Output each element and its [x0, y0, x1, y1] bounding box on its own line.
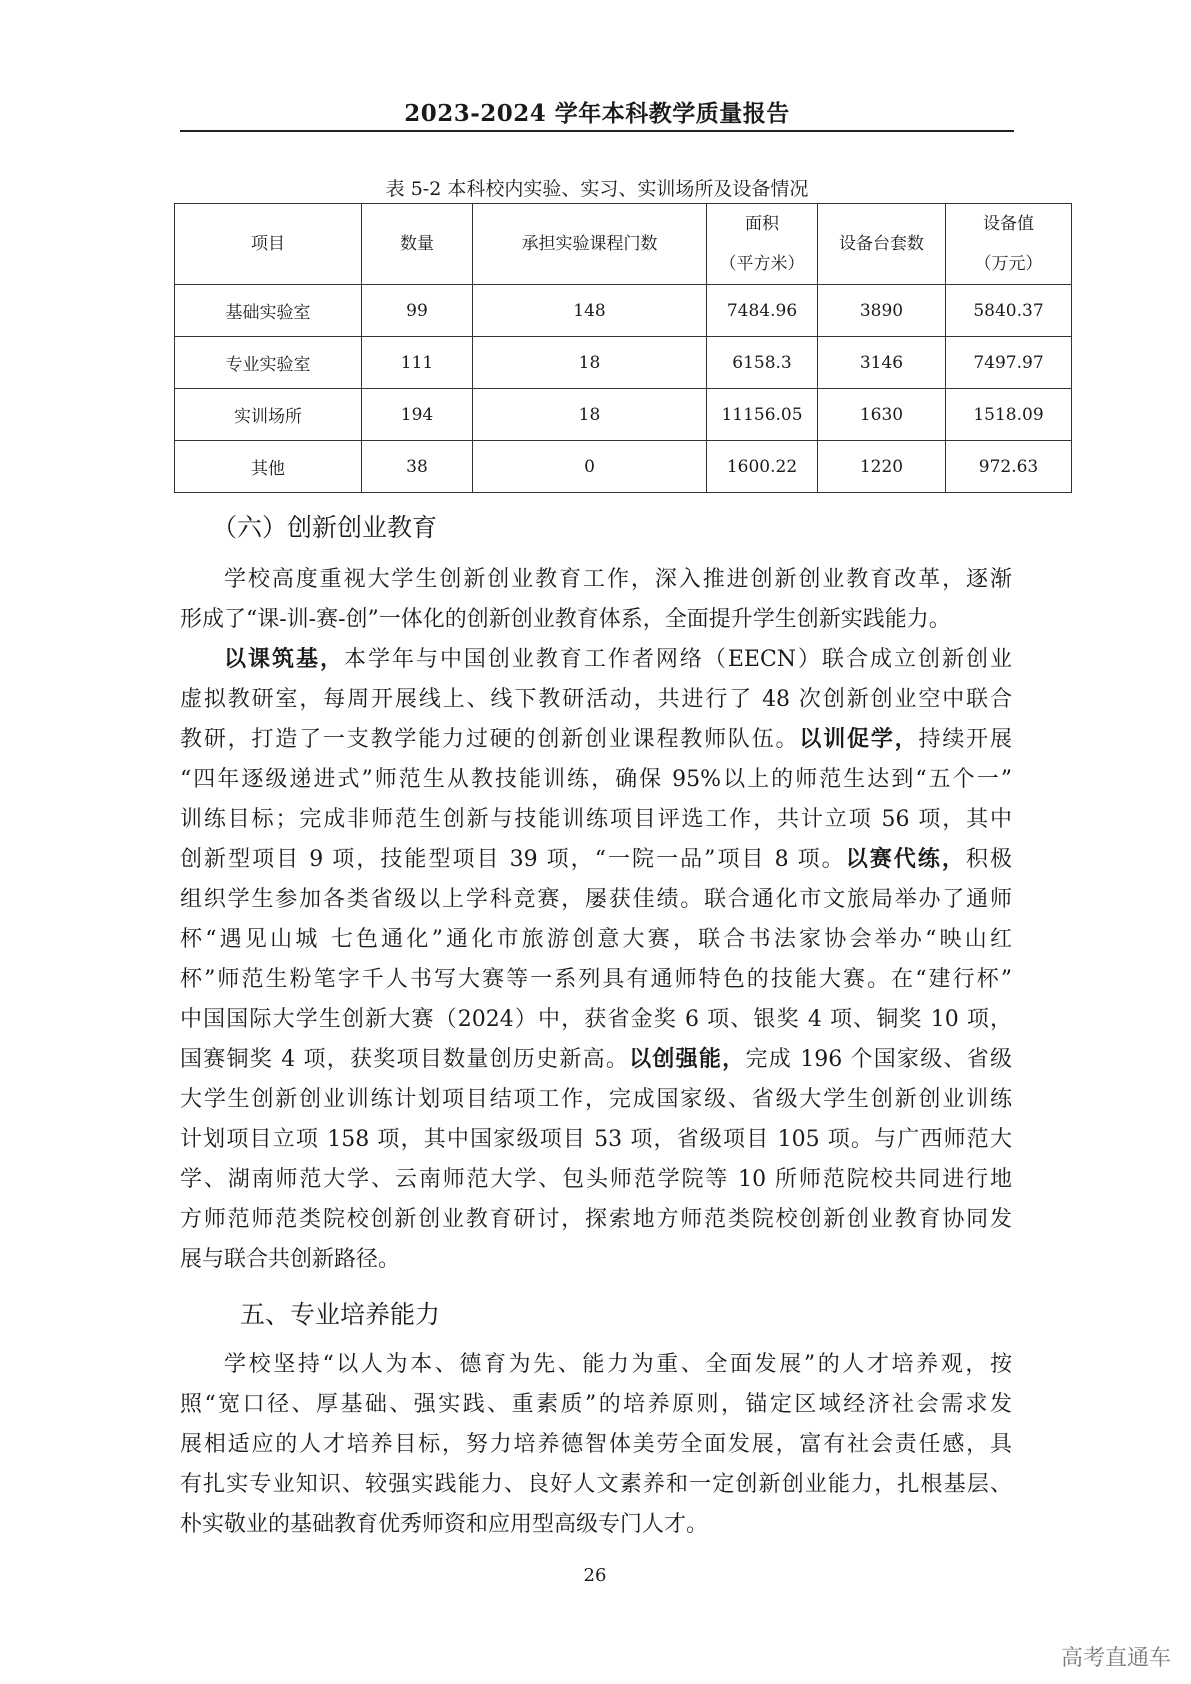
paragraph-text: 持续开展 — [918, 727, 1012, 752]
cell-count: 194 — [362, 389, 473, 441]
header-item: 项目 — [175, 204, 362, 285]
paragraph-line: 训练目标；完成非师范生创新与技能训练项目评选工作，共计立项 56 项，其中 — [180, 807, 1012, 832]
section-heading-professional-ability: 五、专业培养能力 — [240, 1300, 441, 1329]
cell-courses: 0 — [473, 441, 707, 493]
paragraph-text: 完成 196 个国家级、省级 — [745, 1047, 1012, 1072]
header-area-line2: （平方米） — [719, 254, 805, 274]
paragraph-line: 计划项目立项 158 项，其中国家级项目 53 项，省级项目 105 项。与广西师范大 — [180, 1127, 1012, 1152]
bold-lead-competition: 以赛代练， — [845, 847, 966, 872]
cell-item: 基础实验室 — [175, 285, 362, 337]
watermark-text: 高考直通车 — [1060, 1646, 1171, 1671]
paragraph-line: 中国国际大学生创新大赛（2024）中，获省金奖 6 项、银奖 4 项、铜奖 10 项， — [180, 1007, 1012, 1032]
bold-lead-entrepreneurship: 以创强能， — [629, 1047, 746, 1072]
cell-count: 99 — [362, 285, 473, 337]
table-header-row — [175, 204, 1072, 285]
paragraph-line: 虚拟教研室，每周开展线上、线下教研活动，共进行了 48 次创新创业空中联合 — [180, 687, 1012, 712]
header-area — [707, 204, 818, 285]
cell-value: 5840.37 — [946, 285, 1072, 337]
cell-sets: 3890 — [818, 285, 946, 337]
cell-count: 38 — [362, 441, 473, 493]
header-value-line1: 设备值 — [983, 214, 1034, 234]
facilities-table — [174, 203, 1072, 493]
paragraph-line: 方师范师范类院校创新创业教育研讨，探索地方师范类院校创新创业教育协同发 — [180, 1207, 1012, 1232]
paragraph-text: 本学年与中国创业教育工作者网络（EECN）联合成立创新创业 — [343, 647, 1012, 672]
cell-value: 7497.97 — [946, 337, 1072, 389]
paragraph-line: 形成了“课-训-赛-创”一体化的创新创业教育体系，全面提升学生创新实践能力。 — [180, 607, 951, 632]
paragraph-line: 学、湖南师范大学、云南师范大学、包头师范学院等 10 所师范院校共同进行地 — [180, 1167, 1012, 1192]
paragraph-line — [180, 840, 1012, 880]
header-count: 数量 — [362, 204, 473, 285]
header-divider — [180, 130, 1014, 132]
paragraph-line: 朴实敬业的基础教育优秀师资和应用型高级专门人才。 — [180, 1512, 709, 1537]
header-area-line1: 面积 — [745, 214, 779, 234]
table-row — [175, 285, 1072, 337]
paragraph-text: 积极 — [965, 847, 1012, 872]
page-number: 26 — [583, 1565, 607, 1586]
paragraph-line — [180, 1040, 1012, 1080]
table-caption: 表 5-2 本科校内实验、实习、实训场所及设备情况 — [385, 178, 809, 200]
cell-count: 111 — [362, 337, 473, 389]
paragraph-text: 国赛铜奖 4 项，获奖项目数量创历史新高。 — [180, 1047, 630, 1072]
header-equipment-sets: 设备台套数 — [818, 204, 946, 285]
cell-item: 其他 — [175, 441, 362, 493]
report-header-title: 2023-2024 学年本科教学质量报告 — [404, 100, 790, 127]
cell-area: 11156.05 — [707, 389, 818, 441]
paragraph-line: 有扎实专业知识、较强实践能力、良好人文素养和一定创新创业能力，扎根基层、 — [180, 1472, 1012, 1497]
paragraph-line: 展相适应的人才培养目标，努力培养德智体美劳全面发展，富有社会责任感，具 — [180, 1432, 1012, 1457]
cell-value: 1518.09 — [946, 389, 1072, 441]
cell-sets: 3146 — [818, 337, 946, 389]
table-row — [175, 389, 1072, 441]
paragraph-line: 学校坚持“以人为本、德育为先、能力为重、全面发展”的人才培养观，按 — [224, 1352, 1012, 1377]
paragraph-line: 杯”师范生粉笔字千人书写大赛等一系列具有通师特色的技能大赛。在“建行杯” — [180, 967, 1012, 992]
paragraph-line: 照“宽口径、厚基础、强实践、重素质”的培养原则，锚定区域经济社会需求发 — [180, 1392, 1012, 1417]
paragraph-line — [180, 720, 1012, 760]
table-row — [175, 337, 1072, 389]
header-courses: 承担实验课程门数 — [473, 204, 707, 285]
header-equipment-value — [946, 204, 1072, 285]
paragraph-line: 组织学生参加各类省级以上学科竞赛，屡获佳绩。联合通化市文旅局举办了通师 — [180, 887, 1012, 912]
cell-courses: 148 — [473, 285, 707, 337]
cell-sets: 1220 — [818, 441, 946, 493]
paragraph-text: 创新型项目 9 项，技能型项目 39 项，“一院一品”项目 8 项。 — [180, 847, 846, 872]
cell-item: 专业实验室 — [175, 337, 362, 389]
paragraph-text: 教研，打造了一支教学能力过硬的创新创业课程教师队伍。 — [180, 727, 800, 752]
cell-value: 972.63 — [946, 441, 1072, 493]
paragraph-line: 学校高度重视大学生创新创业教育工作，深入推进创新创业教育改革，逐渐 — [224, 567, 1012, 592]
cell-courses: 18 — [473, 337, 707, 389]
cell-item: 实训场所 — [175, 389, 362, 441]
cell-area: 7484.96 — [707, 285, 818, 337]
paragraph-line: “四年逐级递进式”师范生从教技能训练，确保 95%以上的师范生达到“五个一” — [180, 767, 1012, 792]
paragraph-line — [180, 640, 1012, 680]
cell-area: 1600.22 — [707, 441, 818, 493]
professional-ability-paragraph — [180, 1345, 1012, 1545]
paragraph-line: 展与联合共创新路径。 — [180, 1247, 401, 1272]
cell-sets: 1630 — [818, 389, 946, 441]
cell-area: 6158.3 — [707, 337, 818, 389]
bold-lead-training: 以训促学， — [799, 727, 919, 752]
bold-lead-course: 以课筑基， — [224, 647, 344, 672]
cell-courses: 18 — [473, 389, 707, 441]
innovation-detail-paragraph — [180, 640, 1012, 1280]
header-value-line2: （万元） — [974, 254, 1043, 274]
table-row — [175, 441, 1072, 493]
section-heading-innovation: （六）创新创业教育 — [212, 513, 438, 542]
paragraph-line: 杯“遇见山城 七色通化”通化市旅游创意大赛，联合书法家协会举办“映山红 — [180, 927, 1012, 952]
paragraph-line: 大学生创新创业训练计划项目结项工作，完成国家级、省级大学生创新创业训练 — [180, 1087, 1012, 1112]
innovation-intro-paragraph — [180, 560, 1012, 640]
